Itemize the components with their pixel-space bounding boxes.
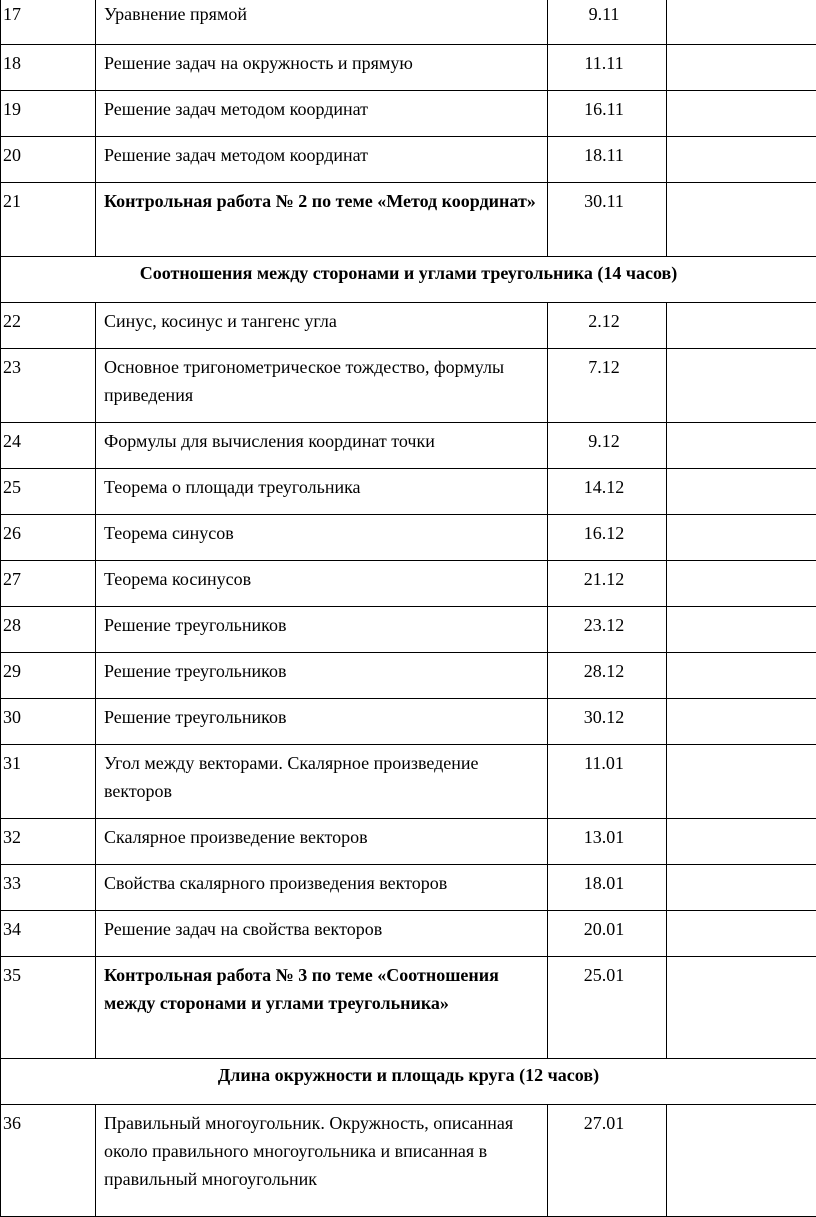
lesson-number: 20 xyxy=(1,136,96,182)
table-row xyxy=(1,864,816,910)
lesson-number: 23 xyxy=(1,348,96,422)
lesson-note-cell xyxy=(667,348,816,422)
lesson-date: 28.12 xyxy=(548,652,667,698)
lesson-topic: Теорема синусов xyxy=(96,514,548,560)
lesson-date: 18.01 xyxy=(548,864,667,910)
table-row xyxy=(1,1104,816,1216)
lesson-topic: Решение треугольников xyxy=(96,652,548,698)
lesson-note-cell xyxy=(667,136,816,182)
lesson-note-cell xyxy=(667,560,816,606)
lesson-number: 33 xyxy=(1,864,96,910)
lesson-date: 18.11 xyxy=(548,136,667,182)
lesson-topic: Уравнение прямой xyxy=(96,0,548,44)
lesson-note-cell xyxy=(667,864,816,910)
lesson-topic: Основное тригонометрическое тождество, формулы приведения xyxy=(96,348,548,422)
lesson-topic: Синус, косинус и тангенс угла xyxy=(96,302,548,348)
lesson-date: 7.12 xyxy=(548,348,667,422)
lesson-topic: Теорема о площади треугольника xyxy=(96,468,548,514)
lesson-note-cell xyxy=(667,90,816,136)
lesson-number: 17 xyxy=(1,0,96,44)
table-row xyxy=(1,818,816,864)
section-header-row xyxy=(1,1058,816,1104)
lesson-date: 11.01 xyxy=(548,744,667,818)
lesson-date: 9.11 xyxy=(548,0,667,44)
table-row xyxy=(1,302,816,348)
lesson-number: 26 xyxy=(1,514,96,560)
lesson-number: 19 xyxy=(1,90,96,136)
lesson-topic: Решение задач на окружность и прямую xyxy=(96,44,548,90)
table-row xyxy=(1,348,816,422)
lesson-number: 21 xyxy=(1,182,96,256)
table-row xyxy=(1,514,816,560)
lesson-date: 30.12 xyxy=(548,698,667,744)
lesson-note-cell xyxy=(667,302,816,348)
lesson-note-cell xyxy=(667,910,816,956)
table-row xyxy=(1,956,816,1058)
lesson-date: 13.01 xyxy=(548,818,667,864)
lesson-note-cell xyxy=(667,0,816,44)
lesson-note-cell xyxy=(667,744,816,818)
lesson-number: 29 xyxy=(1,652,96,698)
lesson-date: 20.01 xyxy=(548,910,667,956)
lesson-note-cell xyxy=(667,698,816,744)
lesson-date: 30.11 xyxy=(548,182,667,256)
section-title: Соотношения между сторонами и углами треугольника (14 часов) xyxy=(1,256,816,302)
section-header-row xyxy=(1,256,816,302)
lesson-note-cell xyxy=(667,514,816,560)
table-row xyxy=(1,136,816,182)
lesson-date: 2.12 xyxy=(548,302,667,348)
table-row xyxy=(1,744,816,818)
table-row xyxy=(1,0,816,44)
lesson-number: 36 xyxy=(1,1104,96,1216)
lesson-note-cell xyxy=(667,818,816,864)
lesson-note-cell xyxy=(667,652,816,698)
lesson-date: 23.12 xyxy=(548,606,667,652)
table-row xyxy=(1,468,816,514)
table-row xyxy=(1,44,816,90)
lesson-date: 27.01 xyxy=(548,1104,667,1216)
lesson-topic: Угол между векторами. Скалярное произведение векторов xyxy=(96,744,548,818)
lesson-topic: Формулы для вычисления координат точки xyxy=(96,422,548,468)
lesson-topic: Решение треугольников xyxy=(96,606,548,652)
lesson-number: 35 xyxy=(1,956,96,1058)
lesson-number: 24 xyxy=(1,422,96,468)
lesson-topic: Решение треугольников xyxy=(96,698,548,744)
lesson-topic: Скалярное произведение векторов xyxy=(96,818,548,864)
lesson-number: 25 xyxy=(1,468,96,514)
lesson-note-cell xyxy=(667,422,816,468)
lesson-date: 16.11 xyxy=(548,90,667,136)
lesson-note-cell xyxy=(667,606,816,652)
lesson-note-cell xyxy=(667,468,816,514)
lesson-note-cell xyxy=(667,1104,816,1216)
table-row xyxy=(1,182,816,256)
lesson-number: 27 xyxy=(1,560,96,606)
lesson-number: 34 xyxy=(1,910,96,956)
lesson-date: 11.11 xyxy=(548,44,667,90)
lesson-note-cell xyxy=(667,44,816,90)
lesson-topic: Контрольная работа № 2 по теме «Метод координат» xyxy=(96,182,548,256)
lesson-topic: Решение задач методом координат xyxy=(96,136,548,182)
table-row xyxy=(1,910,816,956)
table-row xyxy=(1,698,816,744)
lesson-number: 22 xyxy=(1,302,96,348)
lesson-number: 28 xyxy=(1,606,96,652)
table-row xyxy=(1,422,816,468)
lesson-topic: Решение задач на свойства векторов xyxy=(96,910,548,956)
table-row xyxy=(1,90,816,136)
section-title: Длина окружности и площадь круга (12 часов) xyxy=(1,1058,816,1104)
lesson-date: 21.12 xyxy=(548,560,667,606)
lesson-topic: Решение задач методом координат xyxy=(96,90,548,136)
lesson-note-cell xyxy=(667,182,816,256)
lesson-date: 25.01 xyxy=(548,956,667,1058)
lesson-number: 32 xyxy=(1,818,96,864)
lesson-number: 18 xyxy=(1,44,96,90)
lesson-date: 16.12 xyxy=(548,514,667,560)
table-row xyxy=(1,606,816,652)
lesson-date: 14.12 xyxy=(548,468,667,514)
lesson-topic: Свойства скалярного произведения векторов xyxy=(96,864,548,910)
lesson-topic: Теорема косинусов xyxy=(96,560,548,606)
lesson-note-cell xyxy=(667,956,816,1058)
table-row xyxy=(1,560,816,606)
table-row xyxy=(1,652,816,698)
lesson-topic: Правильный многоугольник. Окружность, описанная около правильного многоугольника и вписанная в правильный многоугольник xyxy=(96,1104,548,1216)
lesson-schedule-body xyxy=(1,0,816,1216)
lesson-topic: Контрольная работа № 3 по теме «Соотношения между сторонами и углами треугольника» xyxy=(96,956,548,1058)
lesson-number: 30 xyxy=(1,698,96,744)
lesson-number: 31 xyxy=(1,744,96,818)
lesson-date: 9.12 xyxy=(548,422,667,468)
